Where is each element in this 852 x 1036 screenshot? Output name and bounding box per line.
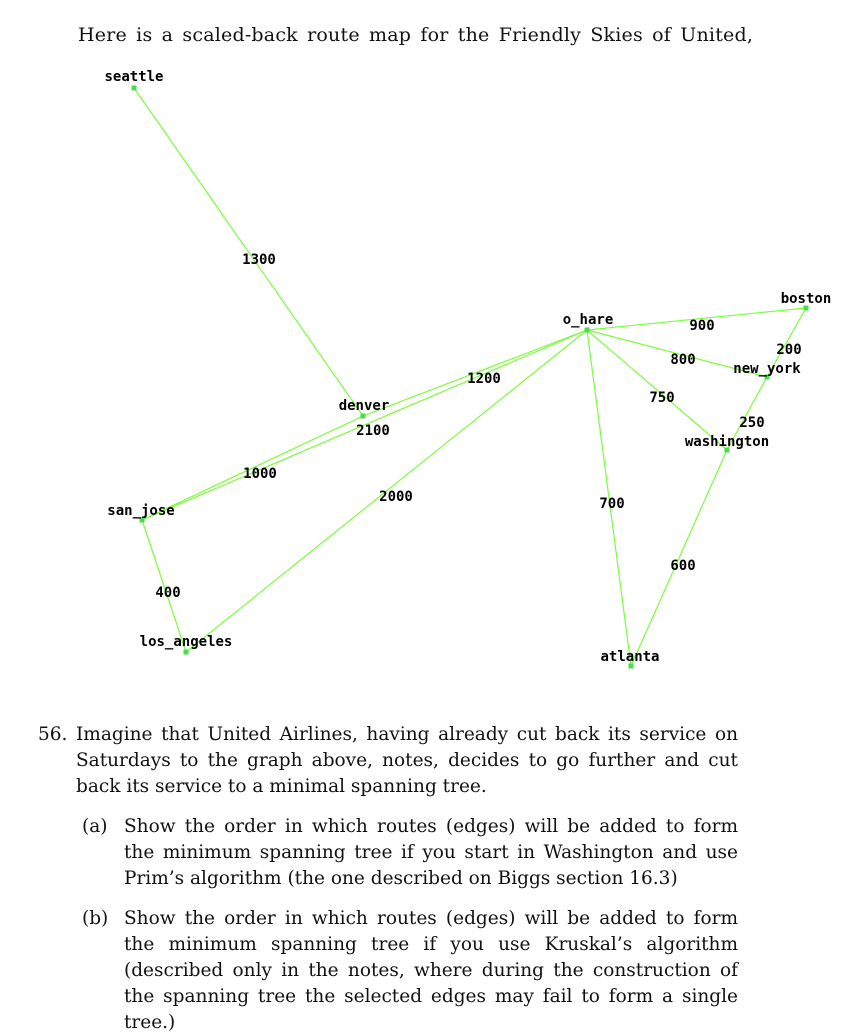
part-a-text: Show the order in which routes (edges) will be added to form the minimum spanning tree if you start in Washington and use Prim’s algorithm (the one described on Biggs section 16.3) [124,816,738,889]
part-b-label: (b) [82,908,109,929]
edge-weight-san_jose-denver: 1000 [243,466,277,482]
node-label-new_york: new_york [733,361,801,377]
edge-weight-new_york-washington: 250 [739,415,765,431]
edge-weight-washington-atlanta: 600 [670,558,696,574]
edge-weight-o_hare-boston: 900 [689,318,715,334]
part-b-text: Show the order in which routes (edges) will be added to form the minimum spanning tree if you use Kruskal’s algorithm (described only in the notes, where during the construction of the spanning tree the selected edges may fail to form a single tree.) [124,908,738,1033]
node-label-washington: washington [684,434,770,450]
problem-text: Imagine that United Airlines, having already cut back its service on Saturdays to the graph above, notes, decides to go further and cut back its service to a minimal spanning tree. [76,724,738,797]
node-o_hare [585,328,590,333]
edge-weight-san_jose-los_angeles: 400 [155,585,181,601]
route-map [0,60,852,680]
edge-weight-boston-new_york: 200 [776,342,802,358]
node-label-o_hare: o_hare [562,312,614,328]
edge-weight-o_hare-new_york: 800 [670,352,696,368]
intro-text: Here is a scaled-back route map for the Friendly Skies of United, [78,24,754,46]
edge-weight-denver-o_hare: 1200 [467,371,501,387]
part-b [82,906,738,1036]
node-label-denver: denver [338,398,390,414]
node-label-seattle: seattle [104,69,164,85]
part-a-label: (a) [82,816,108,837]
edge-weight-o_hare-atlanta: 700 [599,496,625,512]
node-los_angeles [184,650,189,655]
edge-weight-seattle-denver: 1300 [242,252,276,268]
node-label-san_jose: san_jose [107,503,175,519]
edge-weight-o_hare-washington: 750 [649,390,675,406]
node-label-atlanta: atlanta [600,649,660,665]
node-label-boston: boston [780,291,832,307]
node-label-los_angeles: los_angeles [139,634,233,650]
edge-weight-san_jose-o_hare: 2100 [356,423,390,439]
part-a [82,814,738,892]
node-denver [361,414,366,419]
node-seattle [132,86,137,91]
problem-56 [38,722,738,1036]
problem-number: 56. [38,724,68,745]
edge-weight-los_angeles-o_hare: 2000 [379,489,413,505]
